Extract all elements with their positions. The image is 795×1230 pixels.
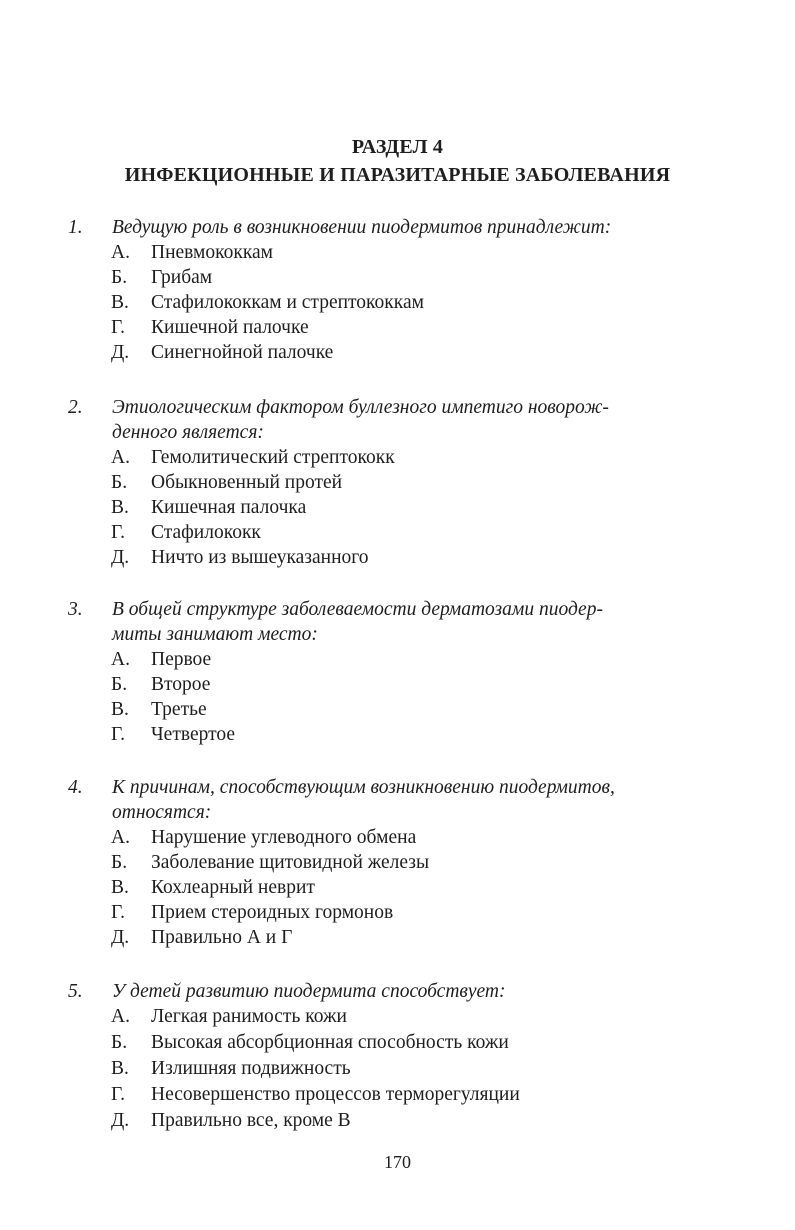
option-text: Стафилококк [151,522,261,543]
section-label: РАЗДЕЛ 4 [351,136,444,158]
option-text: Кишечной палочке [151,317,309,338]
option-letter: Д. [111,1110,130,1131]
option-letter: В. [111,497,129,518]
option-text: Синегнойной палочке [151,342,334,363]
option-text: Кишечная палочка [151,497,307,518]
option-text: Кохлеарный неврит [151,877,315,898]
option-text: Заболевание щитовидной железы [151,852,430,873]
option-letter: В. [111,877,129,898]
option-letter: А. [111,827,130,848]
option-letter: Г. [111,724,125,745]
section-title: ИНФЕКЦИОННЫЕ И ПАРАЗИТАРНЫЕ ЗАБОЛЕВАНИЯ [124,164,671,186]
question-number: 3. [68,599,83,620]
question-number: 1. [68,217,83,238]
option-letter: А. [111,649,130,670]
option-letter: Б. [111,852,128,873]
question-number: 5. [68,981,83,1002]
option-text: Второе [151,674,211,695]
option-text: Излишняя подвижность [151,1058,351,1079]
option-letter: Б. [111,267,128,288]
option-text: Стафилококкам и стрептококкам [151,292,424,313]
option-letter: Г. [111,902,125,923]
option-letter: Г. [111,317,125,338]
question-text: Ведущую роль в возникновении пиодермитов принадлежит: [112,217,612,238]
option-text: Высокая абсорбционная способность кожи [151,1032,509,1053]
option-text: Несовершенство процессов терморегуляции [151,1084,520,1105]
option-letter: Д. [111,927,130,948]
option-letter: А. [111,447,130,468]
question-text: относятся: [112,802,212,823]
question-text: миты занимают место: [112,624,318,645]
option-letter: Г. [111,1084,125,1105]
option-letter: В. [111,292,129,313]
option-letter: В. [111,1058,129,1079]
question-text: денного является: [112,422,264,443]
option-text: Прием стероидных гормонов [151,902,394,923]
question-text: В общей структуре заболеваемости дерматозами пиодер- [112,599,603,620]
option-letter: Б. [111,472,128,493]
question-number: 4. [68,777,83,798]
option-text: Четвертое [151,724,235,745]
option-text: Обыкновенный протей [151,472,343,493]
option-letter: Д. [111,342,130,363]
option-letter: В. [111,699,129,720]
question-text: Этиологическим фактором буллезного импетиго новорож- [112,397,609,418]
option-text: Нарушение углеводного обмена [151,827,417,848]
option-letter: Б. [111,1032,128,1053]
option-letter: Г. [111,522,125,543]
question-text: У детей развитию пиодермита способствует: [112,981,506,1002]
option-text: Третье [151,699,207,720]
option-letter: А. [111,242,130,263]
option-text: Грибам [151,267,213,288]
option-letter: А. [111,1006,130,1027]
option-text: Правильно А и Г [151,927,293,948]
option-text: Легкая ранимость кожи [151,1006,347,1027]
question-number: 2. [68,397,83,418]
option-letter: Д. [111,547,130,568]
option-text: Первое [151,649,212,670]
option-letter: Б. [111,674,128,695]
option-text: Гемолитический стрептококк [151,447,395,468]
option-text: Правильно все, кроме В [151,1110,351,1131]
question-text: К причинам, способствующим возникновению пиодермитов, [112,777,615,798]
page-number: 170 [384,1152,411,1172]
option-text: Пневмококкам [151,242,274,263]
option-text: Ничто из вышеуказанного [151,547,369,568]
